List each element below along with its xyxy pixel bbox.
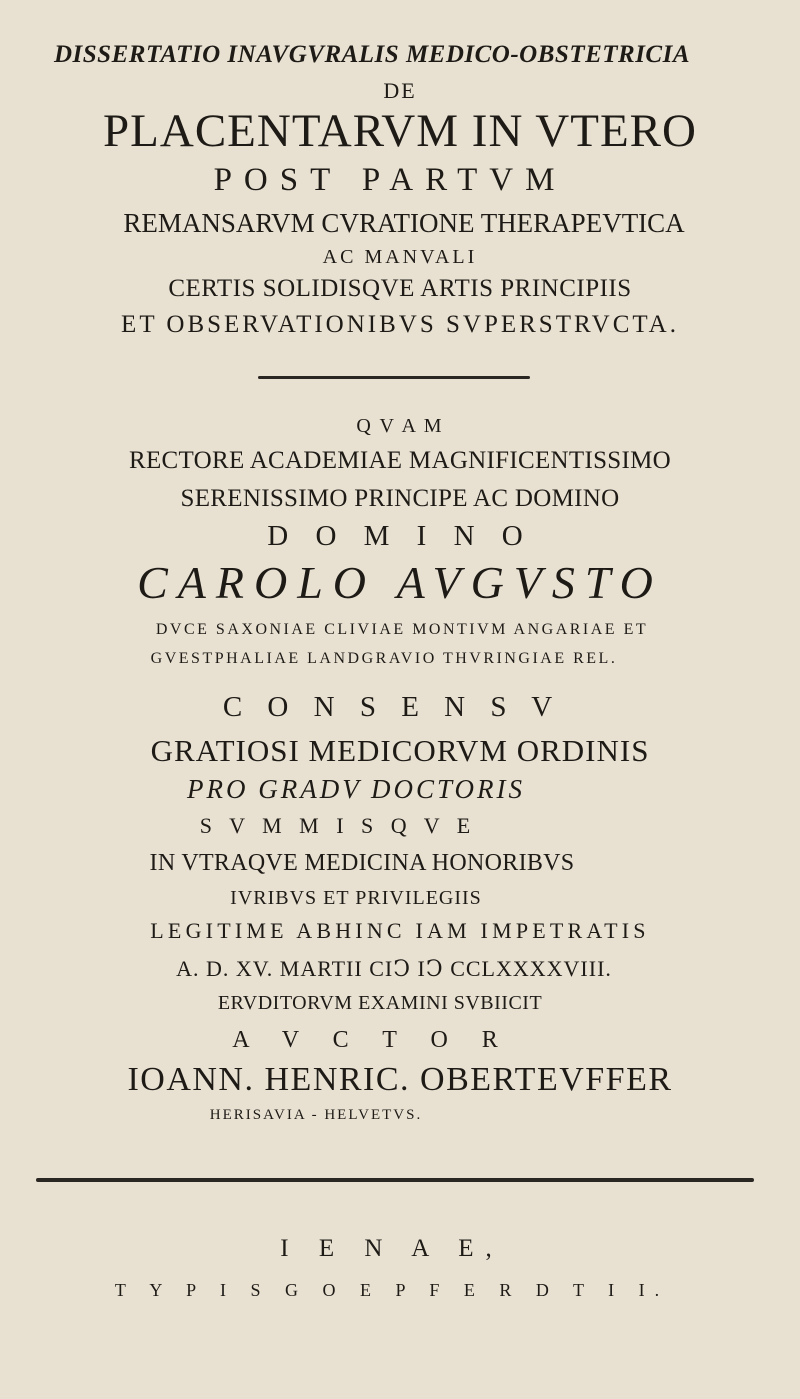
consensv-line: C O N S E N S V <box>222 691 562 723</box>
pro-gradv-line: PRO GRADV DOCTORIS <box>187 774 525 804</box>
quam-line: Q V A M <box>356 415 444 437</box>
rectore-line: RECTORE ACADEMIAE MAGNIFICENTISSIMO <box>128 447 671 474</box>
duke-titles-line2: GVESTPHALIAE LANDGRAVIO THVRINGIAE REL. <box>150 650 618 667</box>
serenissimo-line: SERENISSIMO PRINCIPE AC DOMINO <box>180 485 620 512</box>
avctor-line: A V C T O R <box>232 1027 512 1053</box>
in-vtraqve-line: IN VTRAQVE MEDICINA HONORIBVS <box>149 850 575 876</box>
divider-rule-top <box>258 376 530 379</box>
certis-line: CERTIS SOLIDISQVE ARTIS PRINCIPIIS <box>168 275 632 302</box>
imprint-printer: T Y P I S G O E P F E R D T I I. <box>114 1280 670 1300</box>
main-title: PLACENTARVM IN VTERO <box>103 105 697 157</box>
de-line: DE <box>383 78 417 103</box>
ac-manvali-line: AC MANVALI <box>322 246 478 268</box>
svmmisqve-line: S V M M I S Q V E <box>199 813 477 838</box>
author-name: IOANN. HENRIC. OBERTEVFFER <box>127 1061 673 1098</box>
carolo-avgvsto: CAROLO AVGVSTO <box>137 557 663 608</box>
divider-rule-bottom <box>36 1178 754 1182</box>
domino-line: D O M I N O <box>267 520 533 552</box>
gratiosi-line: GRATIOSI MEDICORVM ORDINIS <box>150 733 650 768</box>
author-origin: HERISAVIA - HELVETVS. <box>209 1107 423 1123</box>
post-partvm-line: POST PARTVM <box>213 162 567 198</box>
ivribvs-line: IVRIBVS ET PRIVILEGIIS <box>230 887 482 909</box>
remansarvm-line: REMANSARVM CVRATIONE THERAPEVTICA <box>123 208 685 238</box>
date-line: A. D. XV. MARTII CIↃ IↃ CCLXXXXVIII. <box>176 956 612 981</box>
duke-titles-line1: DVCE SAXONIAE CLIVIAE MONTIVM ANGARIAE ET <box>155 621 649 638</box>
legitime-line: LEGITIME ABHINC IAM IMPETRATIS <box>150 918 650 943</box>
ervditorvm-line: ERVDITORVM EXAMINI SVBIICIT <box>217 992 543 1014</box>
observationibvs-line: ET OBSERVATIONIBVS SVPERSTRVCTA. <box>121 311 679 338</box>
dissertation-heading: DISSERTATIO INAVGVRALIS MEDICO-OBSTETRICIA <box>54 41 691 68</box>
imprint-place: I E N A E, <box>280 1235 504 1262</box>
